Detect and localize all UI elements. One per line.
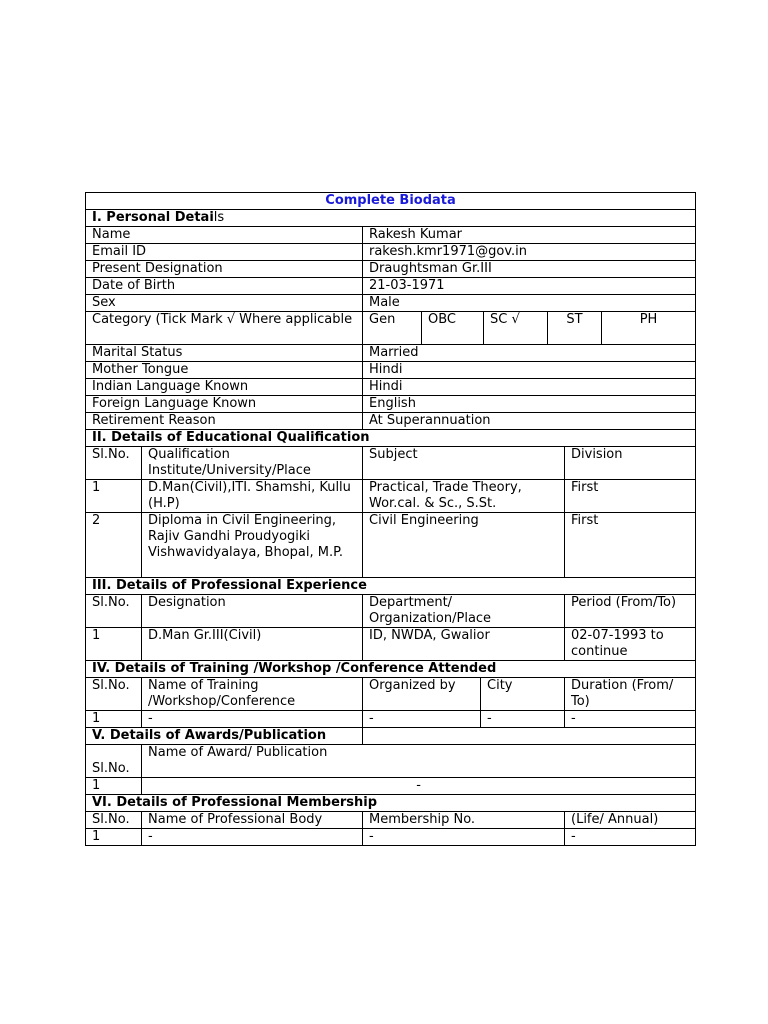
table-cell: Civil Engineering <box>363 513 565 578</box>
category-option-gen: Gen <box>369 312 396 327</box>
personal-row-category <box>86 312 696 345</box>
category-option-st: ST <box>547 312 601 344</box>
field-label: Email ID <box>86 244 363 261</box>
table-cell: - <box>363 711 481 728</box>
personal-row-foreign-language <box>86 396 696 413</box>
personal-heading-bold: I. Personal Detai <box>92 210 214 225</box>
table-cell: 1 <box>86 829 142 846</box>
personal-row-name <box>86 227 696 244</box>
table-cell: 2 <box>86 513 142 578</box>
column-header: Designation <box>142 595 363 628</box>
column-header: Duration (From/ To) <box>565 678 696 711</box>
biodata-document <box>85 192 695 846</box>
column-header: Membership No. <box>363 812 565 829</box>
title-row <box>86 193 696 210</box>
table-cell: - <box>142 711 363 728</box>
field-value: Hindi <box>363 379 696 396</box>
table-cell: 1 <box>86 778 142 795</box>
table-row <box>86 513 696 578</box>
column-header: Sl.No. <box>86 745 142 778</box>
field-label: Marital Status <box>86 345 363 362</box>
field-label: Date of Birth <box>86 278 363 295</box>
field-label: Name <box>86 227 363 244</box>
category-label: Category (Tick Mark √ Where applicable <box>86 312 363 345</box>
training-heading-row <box>86 661 696 678</box>
table-row <box>86 711 696 728</box>
experience-header-row <box>86 595 696 628</box>
column-header: Period (From/To) <box>565 595 696 628</box>
column-header: Name of Award/ Publication <box>142 745 696 778</box>
awards-heading-blank <box>363 728 696 745</box>
table-cell: Practical, Trade Theory, Wor.cal. & Sc., S.St. <box>363 480 565 513</box>
table-row <box>86 628 696 661</box>
table-cell: - <box>565 829 696 846</box>
table-cell: First <box>565 513 696 578</box>
experience-heading-row <box>86 578 696 595</box>
field-label: Present Designation <box>86 261 363 278</box>
table-cell: - <box>565 711 696 728</box>
training-heading: IV. Details of Training /Workshop /Conference Attended <box>86 661 696 678</box>
table-cell: - <box>142 829 363 846</box>
column-header: Division <box>565 447 696 480</box>
table-cell: First <box>565 480 696 513</box>
field-value: Married <box>363 345 696 362</box>
table-cell: - <box>142 778 696 795</box>
personal-row-indian-language <box>86 379 696 396</box>
personal-row-sex <box>86 295 696 312</box>
personal-heading-row <box>86 210 696 227</box>
column-header: Sl.No. <box>86 678 142 711</box>
field-value: rakesh.kmr1971@gov.in <box>363 244 696 261</box>
table-cell: ID, NWDA, Gwalior <box>363 628 565 661</box>
table-row <box>86 480 696 513</box>
table-cell: - <box>481 711 565 728</box>
table-row <box>86 778 696 795</box>
table-cell: 1 <box>86 628 142 661</box>
personal-row-marital <box>86 345 696 362</box>
education-heading-row <box>86 430 696 447</box>
category-option-sc: SC √ <box>483 312 547 344</box>
field-value: At Superannuation <box>363 413 696 430</box>
education-heading: II. Details of Educational Qualification <box>86 430 696 447</box>
membership-heading-row <box>86 795 696 812</box>
table-cell: - <box>363 829 565 846</box>
biodata-table <box>85 192 696 846</box>
field-value: 21-03-1971 <box>363 278 696 295</box>
awards-header-row <box>86 745 696 778</box>
column-header: Sl.No. <box>86 812 142 829</box>
table-row <box>86 829 696 846</box>
personal-row-dob <box>86 278 696 295</box>
column-header: Sl.No. <box>86 595 142 628</box>
field-value: Rakesh Kumar <box>363 227 696 244</box>
column-header: Name of Professional Body <box>142 812 363 829</box>
category-option-obc: OBC <box>421 312 483 344</box>
column-header: Sl.No. <box>86 447 142 480</box>
category-option-ph: PH <box>601 312 695 344</box>
column-header: Qualification Institute/University/Place <box>142 447 363 480</box>
category-options <box>363 312 696 345</box>
training-header-row <box>86 678 696 711</box>
table-cell: 1 <box>86 480 142 513</box>
column-header: Organized by <box>363 678 481 711</box>
experience-heading: III. Details of Professional Experience <box>86 578 696 595</box>
personal-row-designation <box>86 261 696 278</box>
column-header: City <box>481 678 565 711</box>
column-header: (Life/ Annual) <box>565 812 696 829</box>
table-cell: Diploma in Civil Engineering, Rajiv Gandhi Proudyogiki Vishwavidyalaya, Bhopal, M.P. <box>142 513 363 578</box>
personal-heading-rest: ls <box>213 210 225 225</box>
field-value: Hindi <box>363 362 696 379</box>
personal-row-mother-tongue <box>86 362 696 379</box>
field-label: Sex <box>86 295 363 312</box>
personal-row-email <box>86 244 696 261</box>
awards-heading-row <box>86 728 696 745</box>
column-header: Subject <box>363 447 565 480</box>
personal-heading <box>86 210 696 227</box>
table-cell: 1 <box>86 711 142 728</box>
column-header: Department/ Organization/Place <box>363 595 565 628</box>
field-label: Foreign Language Known <box>86 396 363 413</box>
field-value: English <box>363 396 696 413</box>
membership-header-row <box>86 812 696 829</box>
column-header: Name of Training /Workshop/Conference <box>142 678 363 711</box>
education-header-row <box>86 447 696 480</box>
membership-heading: VI. Details of Professional Membership <box>86 795 696 812</box>
awards-heading: V. Details of Awards/Publication <box>86 728 363 745</box>
field-value: Draughtsman Gr.III <box>363 261 696 278</box>
field-label: Retirement Reason <box>86 413 363 430</box>
table-cell: 02-07-1993 to continue <box>565 628 696 661</box>
table-cell: D.Man Gr.III(Civil) <box>142 628 363 661</box>
document-title: Complete Biodata <box>86 193 696 210</box>
field-value: Male <box>363 295 696 312</box>
field-label: Mother Tongue <box>86 362 363 379</box>
personal-row-retirement <box>86 413 696 430</box>
field-label: Indian Language Known <box>86 379 363 396</box>
table-cell: D.Man(Civil),ITI. Shamshi, Kullu (H.P) <box>142 480 363 513</box>
